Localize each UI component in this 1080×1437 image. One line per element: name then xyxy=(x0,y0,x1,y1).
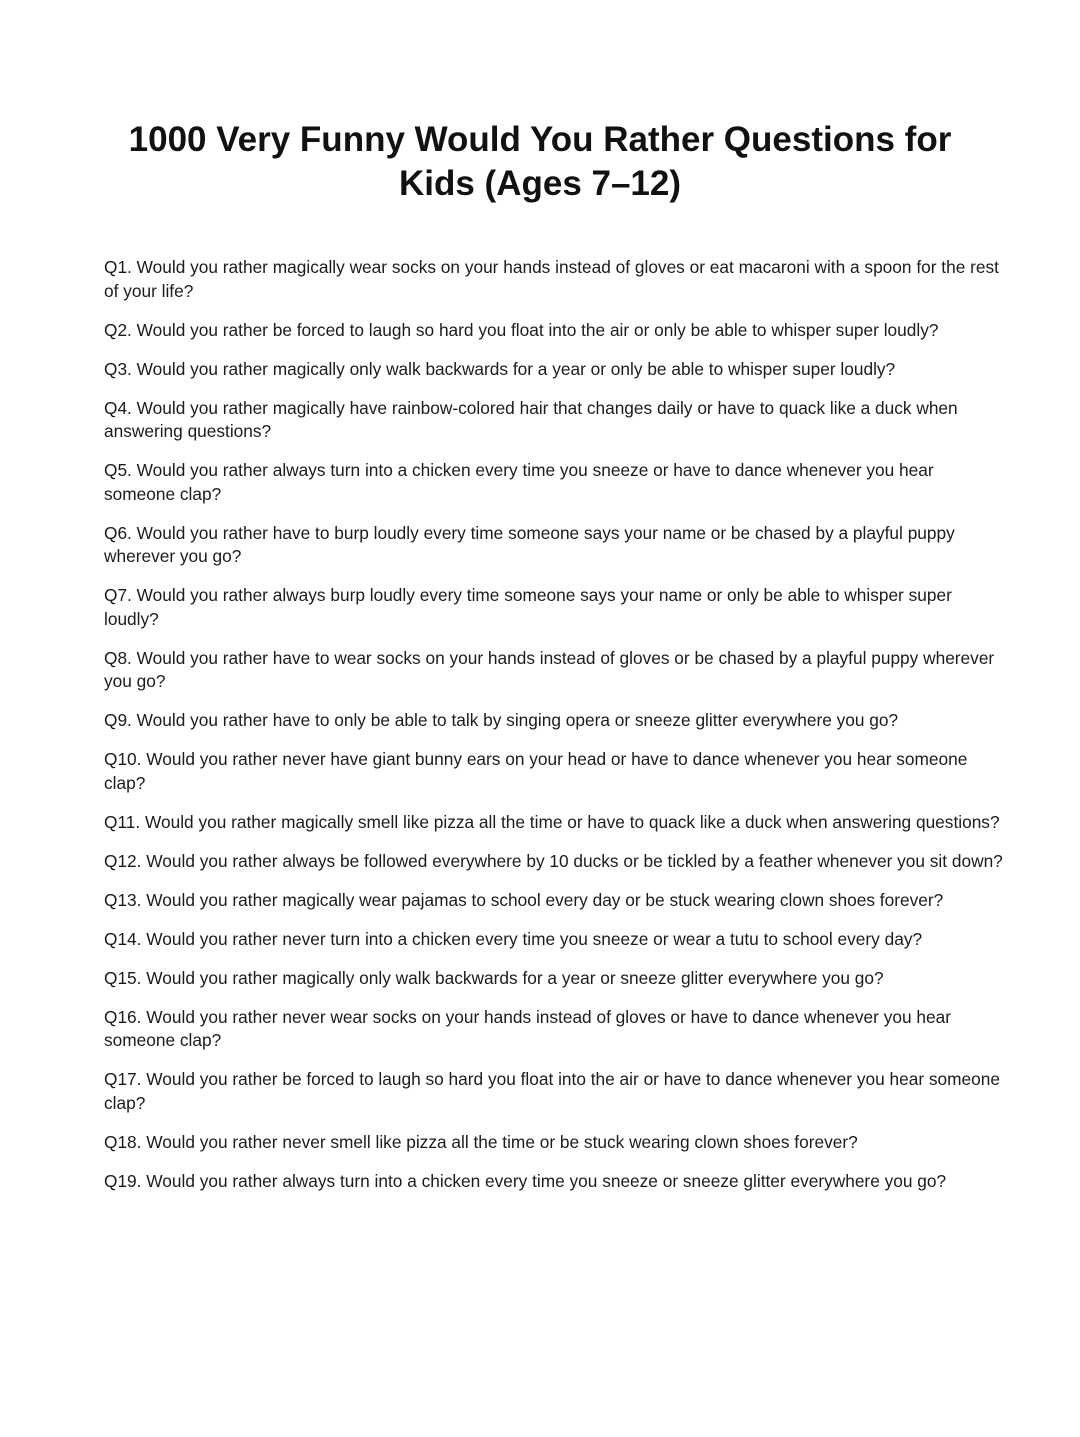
question-item: Q6. Would you rather have to burp loudly every time someone says your name or be chased by a playful puppy wherever you go? xyxy=(104,522,955,566)
question-item: Q14. Would you rather never turn into a chicken every time you sneeze or wear a tutu to school every day? xyxy=(104,928,923,949)
question-item: Q17. Would you rather be forced to laugh so hard you float into the air or have to dance whenever you hear someone clap? xyxy=(104,1069,1000,1113)
question-item: Q1. Would you rather magically wear socks on your hands instead of gloves or eat macaroni with a spoon for the rest of your life? xyxy=(104,257,999,301)
question-item: Q10. Would you rather never have giant bunny ears on your head or have to dance whenever you hear someone clap? xyxy=(104,749,968,793)
question-item: Q16. Would you rather never wear socks on your hands instead of gloves or have to dance whenever you hear someone clap? xyxy=(104,1006,951,1050)
question-item: Q4. Would you rather magically have rainbow-colored hair that changes daily or have to quack like a duck when answering questions? xyxy=(104,397,958,441)
question-item: Q5. Would you rather always turn into a chicken every time you sneeze or have to dance whenever you hear someone clap? xyxy=(104,460,934,504)
question-item: Q8. Would you rather have to wear socks on your hands instead of gloves or be chased by a playful puppy wherever you go? xyxy=(104,647,995,691)
question-item: Q11. Would you rather magically smell like pizza all the time or have to quack like a duck when answering questions? xyxy=(104,811,1000,832)
question-item: Q19. Would you rather always turn into a chicken every time you sneeze or sneeze glitter everywhere you go? xyxy=(104,1170,947,1191)
question-item: Q18. Would you rather never smell like pizza all the time or be stuck wearing clown shoes forever? xyxy=(104,1131,858,1152)
question-item: Q3. Would you rather magically only walk backwards for a year or only be able to whisper super loudly? xyxy=(104,358,896,379)
question-item: Q13. Would you rather magically wear pajamas to school every day or be stuck wearing clown shoes forever? xyxy=(104,889,944,910)
question-item: Q2. Would you rather be forced to laugh so hard you float into the air or only be able to whisper super loudly? xyxy=(104,319,939,340)
question-item: Q9. Would you rather have to only be able to talk by singing opera or sneeze glitter everywhere you go? xyxy=(104,710,899,730)
document-title: 1000 Very Funny Would You Rather Questions for Kids (Ages 7–12) xyxy=(128,120,952,203)
question-item: Q15. Would you rather magically only walk backwards for a year or sneeze glitter everywhere you go? xyxy=(104,967,884,988)
question-item: Q7. Would you rather always burp loudly every time someone says your name or only be able to whisper super loudly? xyxy=(104,585,952,629)
question-item: Q12. Would you rather always be followed everywhere by 10 ducks or be tickled by a feather whenever you sit down? xyxy=(104,850,1003,871)
question-list xyxy=(104,256,1004,1193)
